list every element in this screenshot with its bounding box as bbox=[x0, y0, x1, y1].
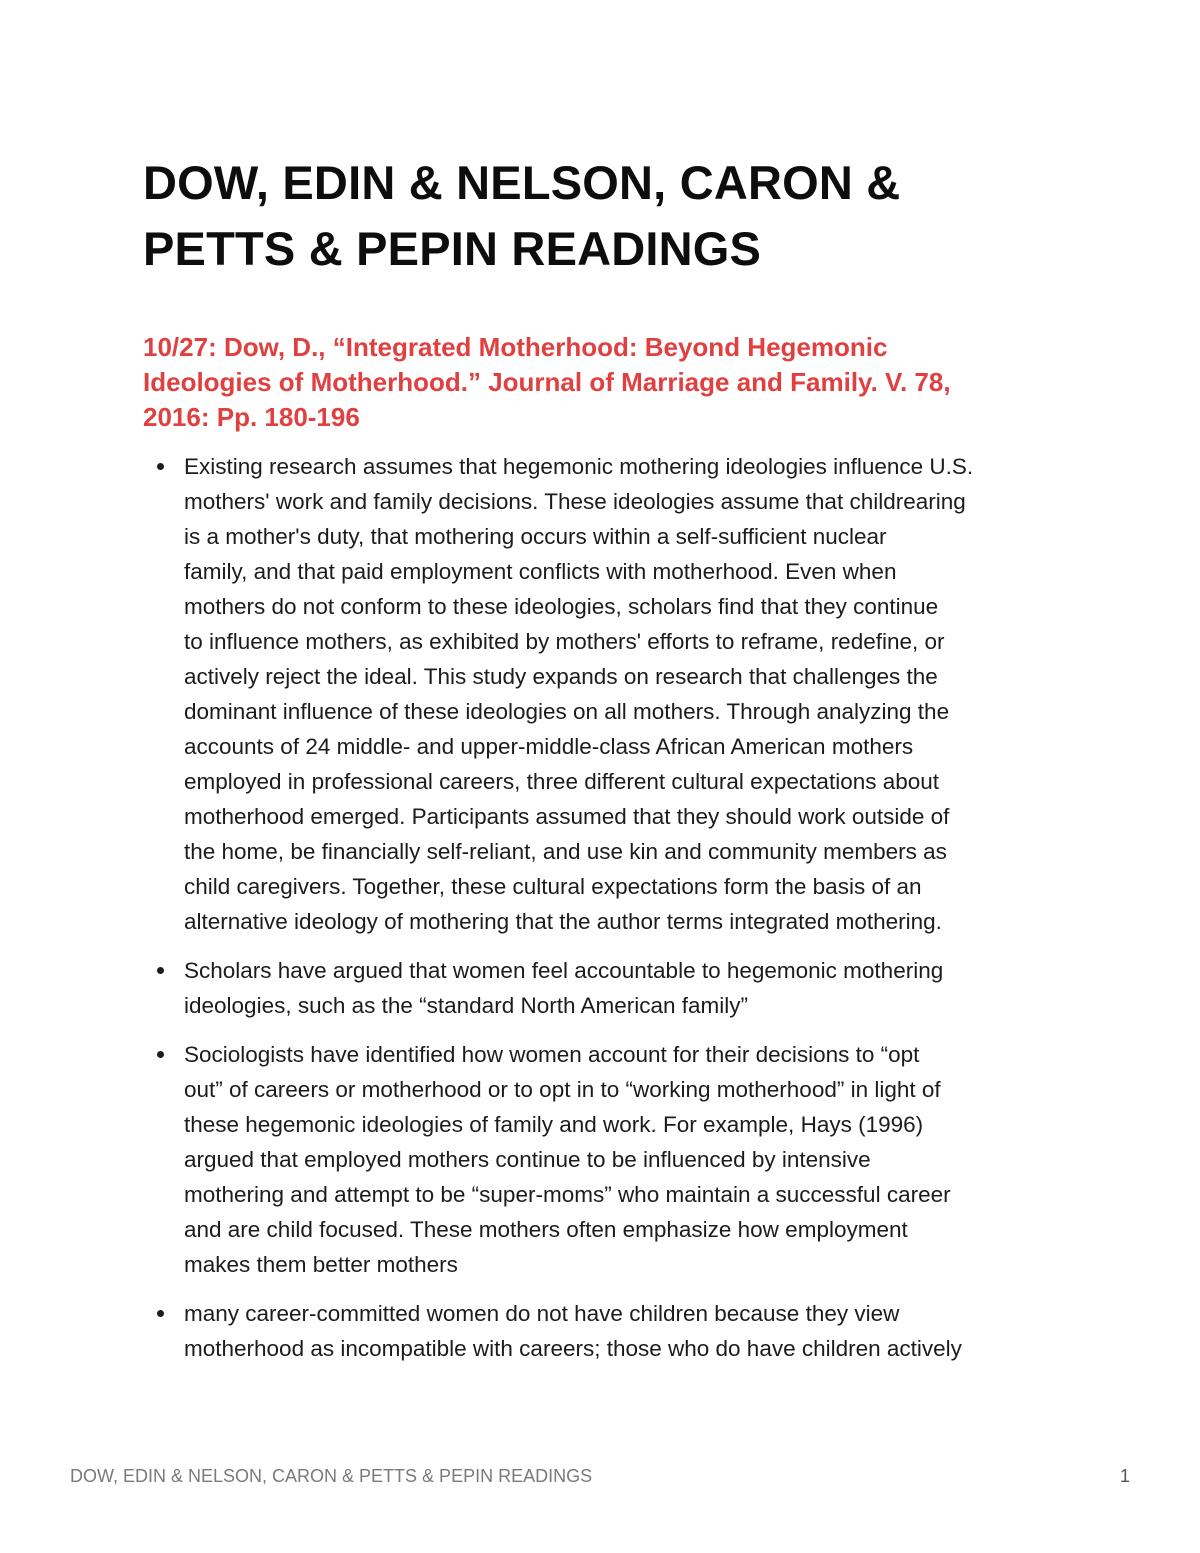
text-line: mothers do not conform to these ideologies, scholars find that they continue bbox=[184, 594, 939, 619]
text-line: family, and that paid employment conflicts with motherhood. Even when bbox=[184, 559, 897, 584]
text-line: out” of careers or motherhood or to opt in to “working motherhood” in light of bbox=[184, 1077, 941, 1102]
bullet-icon bbox=[157, 1310, 164, 1317]
bullet-icon bbox=[157, 967, 164, 974]
list-item bbox=[143, 1037, 1063, 1282]
text-line: alternative ideology of mothering that the author terms integrated mothering. bbox=[184, 909, 942, 934]
heading-line: 2016: Pp. 180-196 bbox=[143, 402, 360, 432]
text-line: to influence mothers, as exhibited by mothers' efforts to reframe, redefine, or bbox=[184, 629, 945, 654]
text-line: Existing research assumes that hegemonic mothering ideologies influence U.S. bbox=[184, 454, 974, 479]
text-line: the home, be financially self-reliant, and use kin and community members as bbox=[184, 839, 947, 864]
heading-line: Ideologies of Motherhood.” Journal of Marriage and Family. V. 78, bbox=[143, 367, 951, 397]
text-line: and are child focused. These mothers often emphasize how employment bbox=[184, 1217, 908, 1242]
text-line: Sociologists have identified how women account for their decisions to “opt bbox=[184, 1042, 920, 1067]
page-footer bbox=[70, 1461, 1130, 1491]
text-line: many career-committed women do not have children because they view bbox=[184, 1301, 900, 1326]
list-item bbox=[143, 1296, 1063, 1366]
text-line: these hegemonic ideologies of family and work. For example, Hays (1996) bbox=[184, 1112, 924, 1137]
text-line: argued that employed mothers continue to be influenced by intensive bbox=[184, 1147, 871, 1172]
list-item bbox=[143, 953, 1063, 1023]
text-line: employed in professional careers, three different cultural expectations about bbox=[184, 769, 940, 794]
heading-line: 10/27: Dow, D., “Integrated Motherhood: Beyond Hegemonic bbox=[143, 332, 888, 362]
text-line: actively reject the ideal. This study expands on research that challenges the bbox=[184, 664, 938, 689]
text-line: motherhood as incompatible with careers; those who do have children actively bbox=[184, 1336, 962, 1361]
page-number: 1 bbox=[1119, 1466, 1130, 1486]
bullet-icon bbox=[157, 463, 164, 470]
text-line: motherhood emerged. Participants assumed that they should work outside of bbox=[184, 804, 950, 829]
footer-title: DOW, EDIN & NELSON, CARON & PETTS & PEPIN READINGS bbox=[70, 1466, 593, 1486]
text-line: ideologies, such as the “standard North American family” bbox=[184, 993, 749, 1018]
bullet-icon bbox=[157, 1051, 164, 1058]
text-line: child caregivers. Together, these cultural expectations form the basis of an bbox=[184, 874, 922, 899]
text-line: dominant influence of these ideologies on all mothers. Through analyzing the bbox=[184, 699, 950, 724]
text-line: is a mother's duty, that mothering occurs within a self-sufficient nuclear bbox=[184, 524, 887, 549]
notes-bullet-list bbox=[143, 449, 1063, 1366]
reading-citation-heading bbox=[143, 330, 1063, 435]
text-line: Scholars have argued that women feel accountable to hegemonic mothering bbox=[184, 958, 944, 983]
page-content bbox=[143, 150, 1063, 1380]
text-line: mothering and attempt to be “super-moms” who maintain a successful career bbox=[184, 1182, 951, 1207]
title-line: PETTS & PEPIN READINGS bbox=[143, 222, 762, 275]
text-line: accounts of 24 middle- and upper-middle-class African American mothers bbox=[184, 734, 914, 759]
document-title bbox=[143, 150, 1063, 282]
text-line: makes them better mothers bbox=[184, 1252, 458, 1277]
list-item bbox=[143, 449, 1063, 939]
title-line: DOW, EDIN & NELSON, CARON & bbox=[143, 156, 901, 209]
text-line: mothers' work and family decisions. These ideologies assume that childrearing bbox=[184, 489, 966, 514]
